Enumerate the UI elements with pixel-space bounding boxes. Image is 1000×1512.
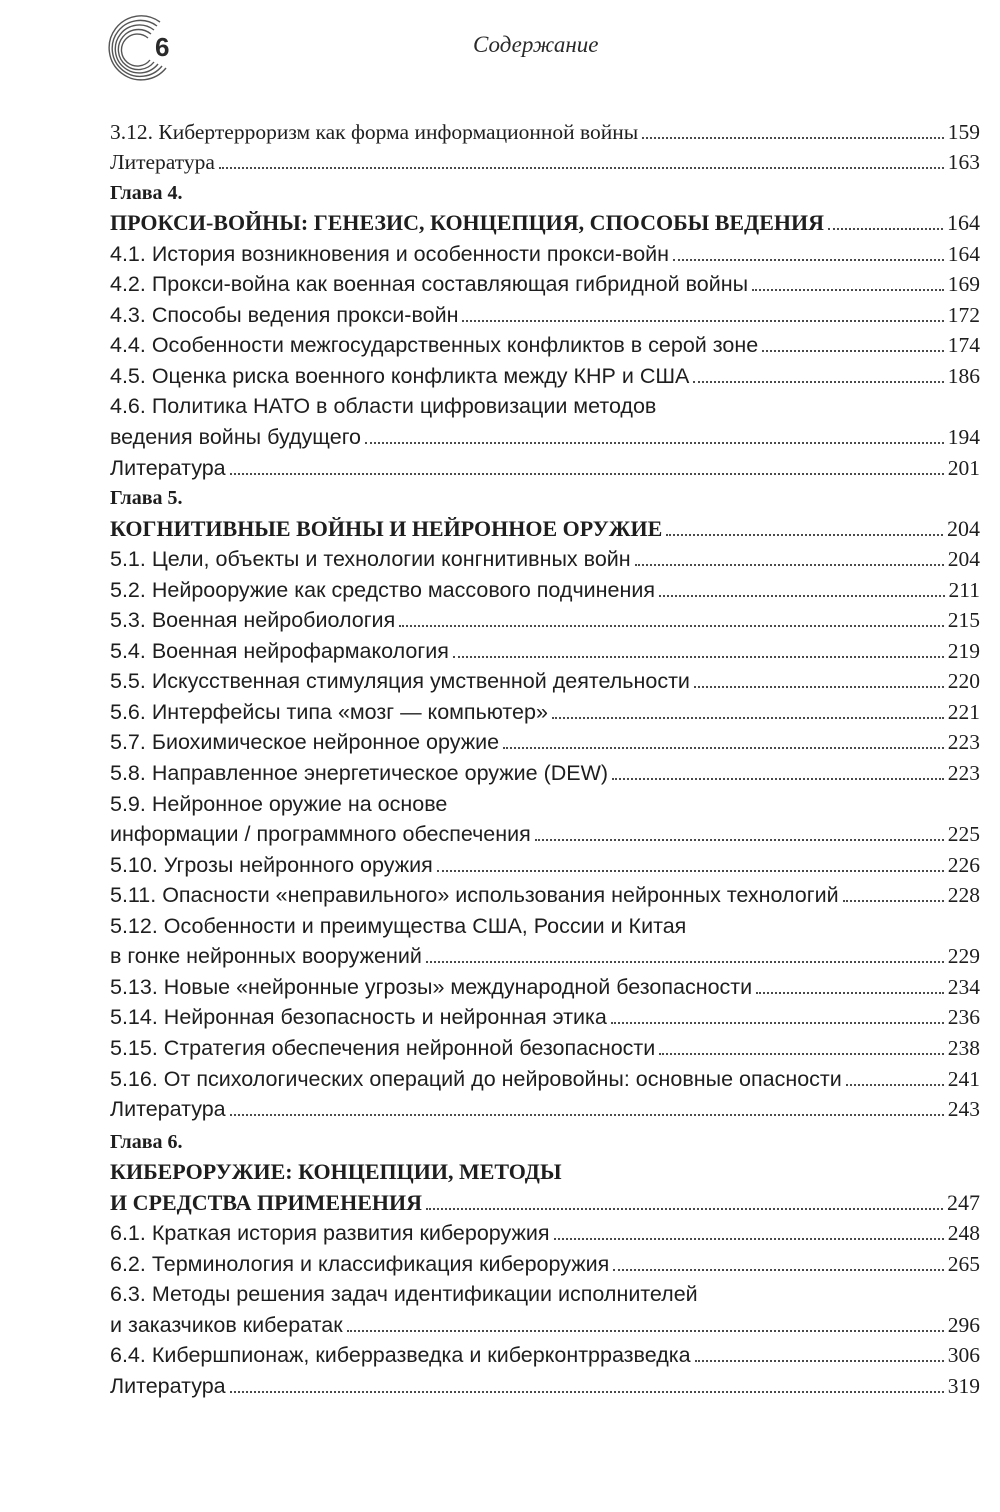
dot-leader: [693, 381, 943, 383]
dot-leader: [673, 259, 944, 261]
dot-leader: [659, 1053, 943, 1055]
toc-entry: [110, 267, 980, 298]
toc-entry-page: 225: [947, 822, 980, 847]
dot-leader: [399, 625, 944, 627]
toc-entry: [110, 236, 980, 267]
toc-entry: [110, 633, 980, 664]
table-of-contents: [110, 114, 980, 1399]
dot-leader: [756, 992, 944, 994]
toc-entry-page: 159: [947, 119, 980, 144]
toc-entry-title: 4.3. Способы ведения прокси-войн: [110, 302, 459, 327]
chapter-title: [110, 1155, 980, 1186]
toc-entry-title: 5.15. Стратегия обеспечения нейронной безопасности: [110, 1035, 656, 1060]
toc-entry-title: Глава 6.: [110, 1130, 183, 1153]
toc-entry-title: 3.12. Кибертерроризм как форма информационной войны: [110, 119, 639, 144]
toc-entry-page: 164: [947, 241, 980, 266]
toc-entry-page: 220: [947, 669, 980, 694]
toc-entry: [110, 969, 980, 1000]
toc-entry-page: 174: [947, 333, 980, 358]
dot-leader: [762, 350, 944, 352]
toc-entry-page: 241: [947, 1066, 980, 1091]
toc-entry-title: 5.3. Военная нейробиология: [110, 608, 396, 633]
toc-entry-title: информации / программного обеспечения: [110, 822, 531, 847]
dot-leader: [694, 686, 944, 688]
toc-entry-title: КОГНИТИВНЫЕ ВОЙНЫ И НЕЙРОННОЕ ОРУЖИЕ: [110, 515, 663, 541]
toc-entry: [110, 572, 980, 603]
dot-leader: [828, 228, 943, 230]
toc-entry-page: 215: [947, 608, 980, 633]
dot-leader: [635, 564, 944, 566]
toc-entry-page: 204: [947, 515, 980, 541]
toc-entry-page: 221: [947, 699, 980, 724]
dot-leader: [453, 656, 944, 658]
toc-entry: [110, 1061, 980, 1092]
toc-entry-title: 5.2. Нейрооружие как средство массового подчинения: [110, 577, 656, 602]
dot-leader: [426, 961, 944, 963]
toc-entry: [110, 145, 980, 176]
toc-entry-page: 223: [947, 761, 980, 786]
toc-entry: [110, 908, 980, 939]
toc-entry: [110, 1000, 980, 1031]
dot-leader: [230, 473, 944, 475]
toc-entry: [110, 419, 980, 450]
toc-entry-title: Глава 5.: [110, 487, 183, 510]
chapter-label: [110, 481, 980, 512]
toc-entry: [110, 1277, 980, 1308]
toc-entry-title: 4.2. Прокси-война как военная составляющая гибридной войны: [110, 272, 749, 297]
dot-leader: [230, 1391, 944, 1393]
toc-entry-title: И СРЕДСТВА ПРИМЕНЕНИЯ: [110, 1189, 422, 1215]
toc-entry-title: 6.3. Методы решения задач идентификации исполнителей: [110, 1282, 698, 1307]
toc-entry: [110, 939, 980, 970]
toc-entry: [110, 1030, 980, 1061]
toc-entry-page: 238: [947, 1035, 980, 1060]
toc-entry-title: 5.10. Угрозы нейронного оружия: [110, 852, 433, 877]
toc-entry-title: Литература: [110, 150, 215, 175]
page-number: 6: [155, 32, 170, 62]
dot-leader: [666, 534, 943, 536]
dot-leader: [846, 1084, 944, 1086]
toc-entry-title: 5.14. Нейронная безопасность и нейронная этика: [110, 1005, 607, 1030]
toc-entry: [110, 358, 980, 389]
toc-entry-page: 204: [947, 547, 980, 572]
running-title: Содержание: [473, 32, 599, 57]
toc-entry: [110, 297, 980, 328]
toc-entry-page: 306: [947, 1343, 980, 1368]
toc-entry: [110, 328, 980, 359]
toc-entry-page: 172: [947, 302, 980, 327]
toc-entry-page: 236: [947, 1005, 980, 1030]
toc-entry-page: 163: [947, 150, 980, 175]
toc-entry-title: 6.1. Краткая история развития кибероружия: [110, 1221, 550, 1246]
chapter-title: [110, 206, 980, 237]
dot-leader: [462, 320, 943, 322]
dot-leader: [347, 1330, 944, 1332]
dot-leader: [230, 1114, 944, 1116]
toc-entry: [110, 755, 980, 786]
toc-entry-page: 234: [947, 974, 980, 999]
page-header: [0, 0, 1000, 100]
toc-entry-title: 6.2. Терминология и классификация кибероружия: [110, 1251, 610, 1276]
toc-entry-title: Глава 4.: [110, 181, 183, 204]
dot-leader: [611, 1022, 944, 1024]
toc-entry-title: 4.5. Оценка риска военного конфликта между КНР и США: [110, 363, 690, 388]
toc-entry-page: 243: [947, 1097, 980, 1122]
chapter-label: [110, 175, 980, 206]
dot-leader: [365, 442, 944, 444]
dot-leader: [752, 289, 944, 291]
toc-entry-title: Литература: [110, 1373, 226, 1398]
toc-entry: [110, 1307, 980, 1338]
toc-entry: [110, 1338, 980, 1369]
toc-entry-page: 223: [947, 730, 980, 755]
dot-leader: [554, 1238, 944, 1240]
toc-entry-title: 5.12. Особенности и преимущества США, России и Китая: [110, 913, 687, 938]
toc-entry-page: 248: [947, 1221, 980, 1246]
toc-entry-page: 247: [947, 1189, 980, 1215]
toc-entry-page: 226: [947, 852, 980, 877]
toc-entry-title: 4.6. Политика НАТО в области цифровизации методов: [110, 394, 657, 419]
toc-entry-title: ведения войны будущего: [110, 425, 362, 450]
dot-leader: [552, 717, 944, 719]
toc-entry: [110, 114, 980, 145]
toc-entry: [110, 664, 980, 695]
toc-entry: [110, 878, 980, 909]
toc-entry-title: 5.7. Биохимическое нейронное оружие: [110, 730, 500, 755]
toc-entry: [110, 1368, 980, 1399]
toc-entry-title: 5.5. Искусственная стимуляция умственной деятельности: [110, 669, 690, 694]
toc-entry: [110, 450, 980, 481]
toc-entry-title: 4.1. История возникновения и особенности прокси-войн: [110, 241, 670, 266]
toc-entry: [110, 817, 980, 848]
chapter-label: [110, 1124, 980, 1155]
dot-leader: [503, 747, 944, 749]
toc-entry-page: 164: [947, 210, 980, 236]
dot-leader: [613, 1269, 943, 1271]
toc-entry-title: и заказчиков кибератак: [110, 1312, 343, 1337]
dot-leader: [659, 595, 945, 597]
toc-entry-page: 296: [947, 1312, 980, 1337]
chapter-title: [110, 1185, 980, 1216]
toc-entry-title: 4.4. Особенности межгосударственных конфликтов в серой зоне: [110, 333, 759, 358]
toc-entry-page: 265: [947, 1251, 980, 1276]
dot-leader: [642, 137, 944, 139]
toc-entry-page: 219: [947, 638, 980, 663]
toc-entry-page: 194: [947, 425, 980, 450]
toc-entry: [110, 1216, 980, 1247]
toc-entry: [110, 542, 980, 573]
toc-entry: [110, 786, 980, 817]
toc-entry-title: 6.4. Кибершпионаж, киберразведка и киберконтрразведка: [110, 1343, 691, 1368]
toc-entry-page: 228: [947, 883, 980, 908]
toc-entry-title: в гонке нейронных вооружений: [110, 944, 422, 969]
dot-leader: [426, 1208, 943, 1210]
toc-entry-title: 5.13. Новые «нейронные угрозы» международной безопасности: [110, 974, 753, 999]
toc-entry-title: 5.16. От психологических операций до нейровойны: основные опасности: [110, 1066, 842, 1091]
toc-entry-title: 5.1. Цели, объекты и технологии конгнитивных войн: [110, 547, 631, 572]
toc-entry-page: 169: [947, 272, 980, 297]
dot-leader: [535, 839, 944, 841]
toc-entry-title: КИБЕРОРУЖИЕ: КОНЦЕПЦИИ, МЕТОДЫ: [110, 1159, 562, 1185]
toc-entry-page: 229: [947, 944, 980, 969]
toc-entry-title: Литература: [110, 455, 226, 480]
chapter-title: [110, 511, 980, 542]
toc-entry-title: 5.4. Военная нейрофармакология: [110, 638, 449, 663]
dot-leader: [843, 900, 944, 902]
toc-entry: [110, 1246, 980, 1277]
dot-leader: [219, 167, 944, 169]
toc-entry: [110, 389, 980, 420]
toc-entry-page: 211: [948, 577, 980, 602]
toc-entry-title: ПРОКСИ-ВОЙНЫ: ГЕНЕЗИС, КОНЦЕПЦИЯ, СПОСОБЫ ВЕДЕНИЯ: [110, 210, 824, 236]
dot-leader: [437, 870, 944, 872]
toc-entry: [110, 603, 980, 634]
toc-entry-title: 5.9. Нейронное оружие на основе: [110, 791, 448, 816]
toc-entry-page: 319: [947, 1373, 980, 1398]
toc-entry-title: 5.6. Интерфейсы типа «мозг — компьютер»: [110, 699, 548, 724]
toc-entry-page: 201: [947, 455, 980, 480]
toc-entry-title: 5.8. Направленное энергетическое оружие (DEW): [110, 761, 609, 786]
toc-entry: [110, 1092, 980, 1123]
toc-entry-title: 5.11. Опасности «неправильного» использования нейронных технологий: [110, 883, 839, 908]
toc-entry: [110, 725, 980, 756]
dot-leader: [612, 778, 944, 780]
toc-entry: [110, 847, 980, 878]
toc-entry-page: 186: [947, 363, 980, 388]
toc-entry: [110, 694, 980, 725]
toc-entry-title: Литература: [110, 1097, 226, 1122]
dot-leader: [695, 1360, 944, 1362]
